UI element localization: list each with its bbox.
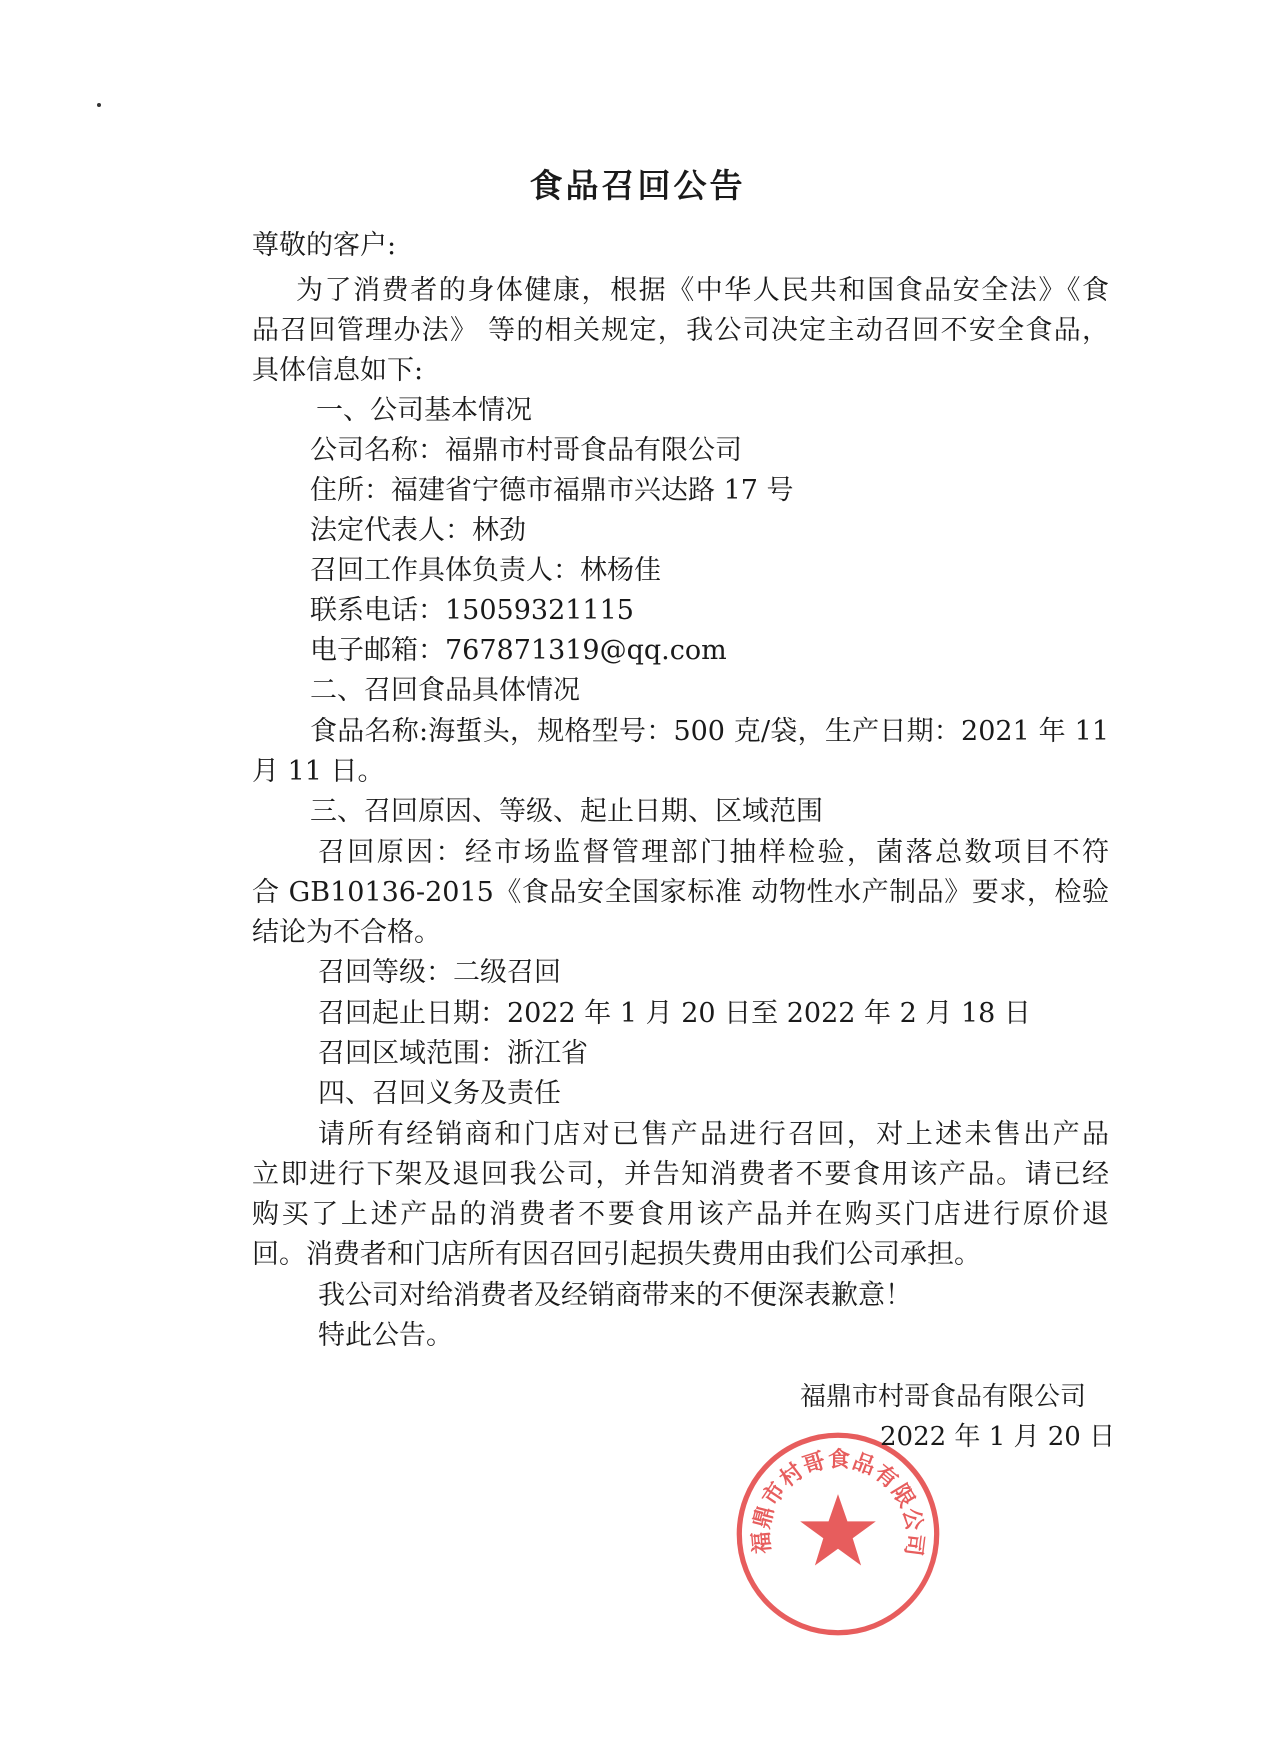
reason-line: 合 GB10136-2015《食品安全国家标准 动物性水产制品》要求，检验 [252,877,1109,908]
recall-period: 召回起止日期：2022 年 1 月 20 日至 2022 年 2 月 18 日 [318,998,1031,1029]
intro-line: 为了消费者的身体健康，根据《中华人民共和国食品安全法》《食 [296,275,1109,306]
obligation-line: 立即进行下架及退回我公司，并告知消费者不要食用该产品。请已经 [252,1159,1109,1190]
signature-date: 2022 年 1 月 20 日 [880,1422,1116,1452]
scan-speck [97,103,101,107]
product-line: 月 11 日。 [252,756,385,787]
apology: 我公司对给消费者及经销商带来的不便深表歉意！ [318,1280,912,1311]
reason-line: 召回原因：经市场监督管理部门抽样检验，菌落总数项目不符 [318,837,1109,868]
salutation: 尊敬的客户: [252,230,397,261]
seal-text: 福鼎市村哥食品有限公司 [748,1446,929,1559]
seal-star-icon [800,1494,876,1565]
contact-email: 电子邮箱：767871319@qq.com [310,635,727,666]
product-line: 食品名称:海蜇头，规格型号：500 克/袋，生产日期：2021 年 11 [310,716,1109,747]
company-seal [733,1429,943,1639]
closing: 特此公告。 [318,1320,453,1351]
section-heading: 四、召回义务及责任 [318,1078,561,1109]
intro-line: 品召回管理办法》 等的相关规定，我公司决定主动召回不安全食品， [252,315,1109,346]
section-heading: 一、公司基本情况 [316,395,532,426]
section-heading: 三、召回原因、等级、起止日期、区域范围 [310,796,823,827]
obligation-line: 购买了上述产品的消费者不要食用该产品并在购买门店进行原价退 [252,1199,1109,1230]
recall-region: 召回区域范围：浙江省 [318,1038,588,1069]
recall-manager: 召回工作具体负责人：林杨佳 [310,555,661,586]
signature-company: 福鼎市村哥食品有限公司 [800,1382,1087,1412]
contact-phone: 联系电话：15059321115 [310,595,634,626]
company-address: 住所：福建省宁德市福鼎市兴达路 17 号 [310,475,794,506]
document-title: 食品召回公告 [529,166,746,205]
section-heading: 二、召回食品具体情况 [310,675,580,706]
obligation-line: 回。消费者和门店所有因召回引起损失费用由我们公司承担。 [252,1239,981,1270]
reason-line: 结论为不合格。 [252,917,441,948]
obligation-line: 请所有经销商和门店对已售产品进行召回，对上述未售出产品 [318,1119,1109,1150]
intro-line: 具体信息如下: [252,355,424,386]
company-name: 公司名称：福鼎市村哥食品有限公司 [310,435,742,466]
recall-level: 召回等级：二级召回 [318,957,561,988]
legal-representative: 法定代表人：林劲 [310,515,526,546]
